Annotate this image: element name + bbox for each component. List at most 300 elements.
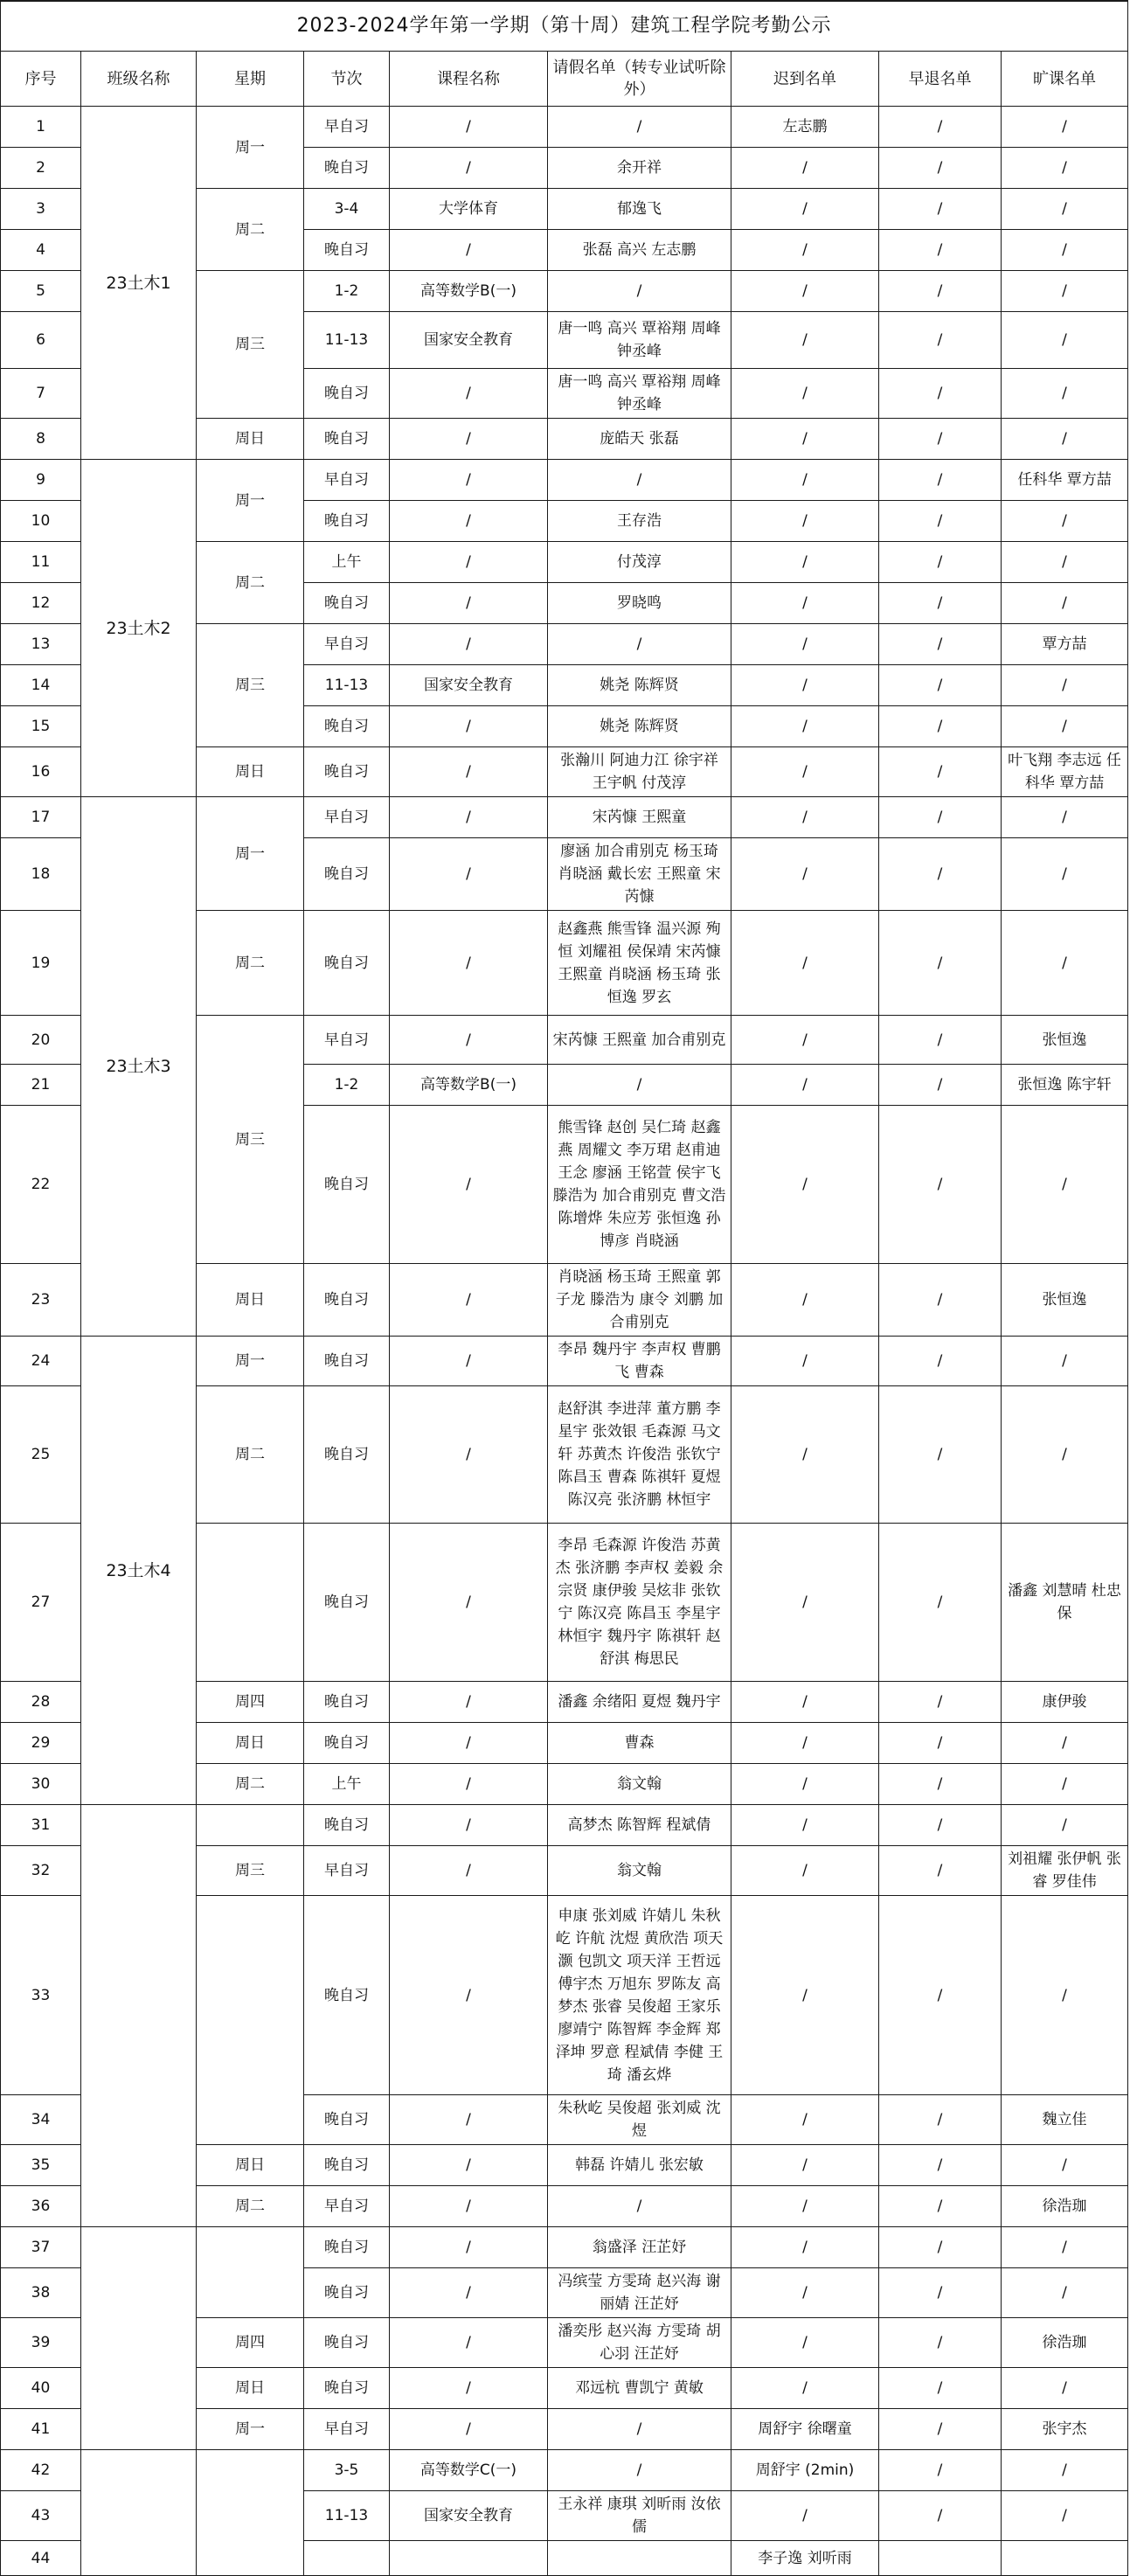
row-number: 25: [1, 1386, 81, 1524]
row-number: 1: [1, 107, 81, 148]
early-leave-list-cell: /: [879, 1016, 1002, 1065]
absent-list-cell: 潘鑫 刘慧晴 杜忠保: [1002, 1524, 1128, 1682]
late-list-cell: /: [731, 312, 879, 369]
weekday-cell: 周二: [197, 1764, 304, 1805]
leave-list-cell: 余开祥: [548, 148, 731, 189]
class-name-cell: 23土木4: [81, 1337, 197, 1805]
late-list-cell: /: [731, 1805, 879, 1846]
table-row: [1, 460, 1128, 501]
early-leave-list-cell: /: [879, 1805, 1002, 1846]
leave-list-cell: 翁文翰: [548, 1764, 731, 1805]
course-cell: /: [390, 460, 548, 501]
weekday-cell: 周日: [197, 747, 304, 797]
absent-list-cell: /: [1002, 2450, 1128, 2491]
weekday-cell: [197, 2450, 304, 2576]
period-cell: 早自习: [304, 624, 390, 665]
course-cell: 高等数学B(一): [390, 271, 548, 312]
period-cell: 晚自习: [304, 2318, 390, 2368]
late-list-cell: /: [731, 1846, 879, 1896]
course-cell: /: [390, 1524, 548, 1682]
course-cell: /: [390, 1337, 548, 1386]
row-number: 6: [1, 312, 81, 369]
weekday-cell: 周三: [197, 1846, 304, 1896]
period-cell: 早自习: [304, 797, 390, 838]
period-cell: 晚自习: [304, 2145, 390, 2186]
late-list-cell: /: [731, 542, 879, 583]
weekday-cell: 周一: [197, 107, 304, 189]
leave-list-cell: /: [548, 107, 731, 148]
absent-list-cell: /: [1002, 2227, 1128, 2268]
row-number: 5: [1, 271, 81, 312]
course-cell: /: [390, 2268, 548, 2318]
early-leave-list-cell: /: [879, 2227, 1002, 2268]
course-cell: /: [390, 2409, 548, 2450]
row-number: 18: [1, 838, 81, 911]
course-cell: /: [390, 107, 548, 148]
early-leave-list-cell: /: [879, 747, 1002, 797]
class-name-cell: [81, 2450, 197, 2576]
absent-list-cell: /: [1002, 107, 1128, 148]
weekday-cell: 周日: [197, 419, 304, 460]
late-list-cell: /: [731, 2095, 879, 2145]
late-list-cell: /: [731, 624, 879, 665]
course-cell: 高等数学C(一): [390, 2450, 548, 2491]
early-leave-list-cell: /: [879, 460, 1002, 501]
row-number: 36: [1, 2186, 81, 2227]
late-list-cell: 李子逸 刘听雨: [731, 2541, 879, 2576]
late-list-cell: /: [731, 1337, 879, 1386]
late-list-cell: /: [731, 911, 879, 1016]
course-cell: /: [390, 747, 548, 797]
period-cell: 晚自习: [304, 1337, 390, 1386]
period-cell: 上午: [304, 542, 390, 583]
leave-list-cell: 肖晓涵 杨玉琦 王熙童 郭子龙 滕浩为 康令 刘鹏 加合甫别克: [548, 1264, 731, 1337]
absent-list-cell: 魏立佳: [1002, 2095, 1128, 2145]
header-class: 班级名称: [81, 52, 197, 107]
class-name-cell: [81, 1805, 197, 2227]
early-leave-list-cell: /: [879, 107, 1002, 148]
absent-list-cell: /: [1002, 2491, 1128, 2541]
leave-list-cell: 郁逸飞: [548, 189, 731, 230]
leave-list-cell: /: [548, 2186, 731, 2227]
absent-list-cell: /: [1002, 1723, 1128, 1764]
late-list-cell: /: [731, 1682, 879, 1723]
absent-list-cell: /: [1002, 1764, 1128, 1805]
period-cell: 3-4: [304, 189, 390, 230]
absent-list-cell: /: [1002, 838, 1128, 911]
late-list-cell: /: [731, 665, 879, 706]
early-leave-list-cell: /: [879, 501, 1002, 542]
early-leave-list-cell: /: [879, 2409, 1002, 2450]
course-cell: /: [390, 501, 548, 542]
row-number: 41: [1, 2409, 81, 2450]
leave-list-cell: 廖涵 加合甫别克 杨玉琦 肖晓涵 戴长宏 王熙童 宋芮慷: [548, 838, 731, 911]
row-number: 21: [1, 1065, 81, 1106]
late-list-cell: /: [731, 1264, 879, 1337]
absent-list-cell: /: [1002, 1896, 1128, 2095]
class-name-cell: 23土木2: [81, 460, 197, 797]
period-cell: 晚自习: [304, 1682, 390, 1723]
leave-list-cell: 宋芮慷 王熙童: [548, 797, 731, 838]
late-list-cell: /: [731, 1764, 879, 1805]
late-list-cell: /: [731, 2145, 879, 2186]
late-list-cell: 周舒宇 (2min): [731, 2450, 879, 2491]
header-course: 课程名称: [390, 52, 548, 107]
late-list-cell: /: [731, 189, 879, 230]
leave-list-cell: 罗晓鸣: [548, 583, 731, 624]
row-number: 42: [1, 2450, 81, 2491]
row-number: 17: [1, 797, 81, 838]
row-number: 20: [1, 1016, 81, 1065]
leave-list-cell: 熊雪锋 赵创 吴仁琦 赵鑫燕 周耀文 李万珺 赵甫迪 王念 廖涵 王铭萱 侯宇飞 滕浩为 加合甫别克 曹文浩 陈增烨 朱应芳 张恒逸 孙博彦 肖晓涵: [548, 1106, 731, 1264]
absent-list-cell: /: [1002, 271, 1128, 312]
early-leave-list-cell: /: [879, 230, 1002, 271]
late-list-cell: /: [731, 583, 879, 624]
absent-list-cell: 任科华 覃方喆: [1002, 460, 1128, 501]
row-number: 28: [1, 1682, 81, 1723]
early-leave-list-cell: /: [879, 2095, 1002, 2145]
early-leave-list-cell: /: [879, 2368, 1002, 2409]
leave-list-cell: 唐一鸣 高兴 覃裕翔 周峰 钟丞峰: [548, 312, 731, 369]
early-leave-list-cell: /: [879, 312, 1002, 369]
absent-list-cell: /: [1002, 419, 1128, 460]
period-cell: 晚自习: [304, 1723, 390, 1764]
leave-list-cell: 赵舒淇 李进萍 董方鹏 李星宇 张效银 毛森源 马文轩 苏黄杰 许俊浩 张钦宁 陈昌玉 曹森 陈祺轩 夏煜 陈汉亮 张济鹏 林恒宇: [548, 1386, 731, 1524]
leave-list-cell: 高梦杰 陈智辉 程斌倩: [548, 1805, 731, 1846]
period-cell: 晚自习: [304, 1106, 390, 1264]
early-leave-list-cell: /: [879, 148, 1002, 189]
leave-list-cell: 张磊 高兴 左志鹏: [548, 230, 731, 271]
course-cell: 国家安全教育: [390, 312, 548, 369]
period-cell: 晚自习: [304, 2227, 390, 2268]
late-list-cell: /: [731, 369, 879, 419]
absent-list-cell: /: [1002, 1386, 1128, 1524]
course-cell: /: [390, 583, 548, 624]
weekday-cell: 周二: [197, 1386, 304, 1524]
leave-list-cell: 李昂 魏丹宇 李声权 曹鹏飞 曹森: [548, 1337, 731, 1386]
early-leave-list-cell: /: [879, 706, 1002, 747]
leave-list-cell: 王永祥 康琪 刘昕雨 汝依儒: [548, 2491, 731, 2541]
early-leave-list-cell: /: [879, 665, 1002, 706]
leave-list-cell: /: [548, 1065, 731, 1106]
period-cell: 1-2: [304, 271, 390, 312]
weekday-cell: [197, 1524, 304, 1682]
late-list-cell: /: [731, 2368, 879, 2409]
period-cell: 晚自习: [304, 148, 390, 189]
early-leave-list-cell: /: [879, 624, 1002, 665]
absent-list-cell: 康伊骏: [1002, 1682, 1128, 1723]
row-number: 35: [1, 2145, 81, 2186]
period-cell: 晚自习: [304, 2368, 390, 2409]
absent-list-cell: /: [1002, 706, 1128, 747]
row-number: 7: [1, 369, 81, 419]
absent-list-cell: 张恒逸: [1002, 1016, 1128, 1065]
period-cell: 晚自习: [304, 230, 390, 271]
leave-list-cell: 赵鑫燕 熊雪锋 温兴源 殉恒 刘耀祖 侯保靖 宋芮慷 王熙童 肖晓涵 杨玉琦 张恒逸 罗玄: [548, 911, 731, 1016]
absent-list-cell: /: [1002, 369, 1128, 419]
period-cell: 早自习: [304, 2186, 390, 2227]
class-name-cell: [81, 2227, 197, 2450]
course-cell: /: [390, 911, 548, 1016]
late-list-cell: /: [731, 2268, 879, 2318]
absent-list-cell: /: [1002, 2145, 1128, 2186]
course-cell: 国家安全教育: [390, 665, 548, 706]
late-list-cell: /: [731, 271, 879, 312]
course-cell: /: [390, 369, 548, 419]
header-period: 节次: [304, 52, 390, 107]
early-leave-list-cell: /: [879, 1264, 1002, 1337]
course-cell: /: [390, 706, 548, 747]
late-list-cell: /: [731, 460, 879, 501]
absent-list-cell: 刘祖耀 张伊帆 张睿 罗佳伟: [1002, 1846, 1128, 1896]
period-cell: 早自习: [304, 1016, 390, 1065]
late-list-cell: 周舒宇 徐曙童: [731, 2409, 879, 2450]
period-cell: 早自习: [304, 2409, 390, 2450]
leave-list-cell: 付茂淳: [548, 542, 731, 583]
period-cell: 早自习: [304, 1846, 390, 1896]
leave-list-cell: 庞皓天 张磊: [548, 419, 731, 460]
early-leave-list-cell: /: [879, 369, 1002, 419]
weekday-cell: 周二: [197, 911, 304, 1016]
row-number: 16: [1, 747, 81, 797]
period-cell: 晚自习: [304, 1264, 390, 1337]
absent-list-cell: /: [1002, 312, 1128, 369]
row-number: 24: [1, 1337, 81, 1386]
weekday-cell: 周三: [197, 624, 304, 747]
header-absent-list: 旷课名单: [1002, 52, 1128, 107]
course-cell: 大学体育: [390, 189, 548, 230]
period-cell: 1-2: [304, 1065, 390, 1106]
late-list-cell: /: [731, 230, 879, 271]
late-list-cell: /: [731, 1524, 879, 1682]
period-cell: 晚自习: [304, 747, 390, 797]
row-number: 27: [1, 1524, 81, 1682]
course-cell: /: [390, 2095, 548, 2145]
class-name-cell: 23土木1: [81, 107, 197, 460]
absent-list-cell: /: [1002, 797, 1128, 838]
late-list-cell: /: [731, 2186, 879, 2227]
absent-list-cell: /: [1002, 1106, 1128, 1264]
absent-list-cell: 徐浩珈: [1002, 2186, 1128, 2227]
course-cell: /: [390, 1106, 548, 1264]
course-cell: /: [390, 1264, 548, 1337]
late-list-cell: /: [731, 419, 879, 460]
leave-list-cell: /: [548, 460, 731, 501]
late-list-cell: /: [731, 1723, 879, 1764]
row-number: 43: [1, 2491, 81, 2541]
late-list-cell: /: [731, 706, 879, 747]
weekday-cell: 周二: [197, 2186, 304, 2227]
leave-list-cell: 潘奕彤 赵兴海 方雯琦 胡心羽 汪芷妤: [548, 2318, 731, 2368]
early-leave-list-cell: /: [879, 1723, 1002, 1764]
late-list-cell: /: [731, 2318, 879, 2368]
early-leave-list-cell: /: [879, 838, 1002, 911]
row-number: 44: [1, 2541, 81, 2576]
absent-list-cell: 张宇杰: [1002, 2409, 1128, 2450]
course-cell: /: [390, 419, 548, 460]
absent-list-cell: /: [1002, 501, 1128, 542]
absent-list-cell: /: [1002, 148, 1128, 189]
leave-list-cell: 宋芮慷 王熙童 加合甫别克: [548, 1016, 731, 1065]
row-number: 14: [1, 665, 81, 706]
course-cell: /: [390, 1896, 548, 2095]
weekday-cell: [197, 1805, 304, 1846]
weekday-cell: 周日: [197, 1723, 304, 1764]
leave-list-cell: 韩磊 许婧儿 张宏敏: [548, 2145, 731, 2186]
row-number: 15: [1, 706, 81, 747]
course-cell: /: [390, 1386, 548, 1524]
leave-list-cell: 唐一鸣 高兴 覃裕翔 周峰 钟丞峰: [548, 369, 731, 419]
leave-list-cell: 冯缤莹 方雯琦 赵兴海 谢丽婧 汪芷妤: [548, 2268, 731, 2318]
page-title: 2023-2024学年第一学期（第十周）建筑工程学院考勤公示: [1, 1, 1128, 52]
absent-list-cell: 张恒逸 陈宇轩: [1002, 1065, 1128, 1106]
row-number: 23: [1, 1264, 81, 1337]
period-cell: 晚自习: [304, 1524, 390, 1682]
weekday-cell: [197, 2227, 304, 2318]
course-cell: /: [390, 1846, 548, 1896]
row-number: 2: [1, 148, 81, 189]
row-number: 19: [1, 911, 81, 1016]
row-number: 12: [1, 583, 81, 624]
row-number: 40: [1, 2368, 81, 2409]
absent-list-cell: /: [1002, 1805, 1128, 1846]
row-number: 8: [1, 419, 81, 460]
period-cell: 早自习: [304, 460, 390, 501]
late-list-cell: /: [731, 2227, 879, 2268]
leave-list-cell: 朱秋屹 吴俊超 张刘威 沈煜: [548, 2095, 731, 2145]
row-number: 29: [1, 1723, 81, 1764]
early-leave-list-cell: /: [879, 2491, 1002, 2541]
course-cell: /: [390, 1764, 548, 1805]
weekday-cell: 周日: [197, 1264, 304, 1337]
late-list-cell: /: [731, 2491, 879, 2541]
period-cell: 晚自习: [304, 501, 390, 542]
early-leave-list-cell: /: [879, 1764, 1002, 1805]
header-early-leave-list: 早退名单: [879, 52, 1002, 107]
period-cell: 晚自习: [304, 838, 390, 911]
late-list-cell: /: [731, 501, 879, 542]
course-cell: /: [390, 2227, 548, 2268]
table-row: [1, 2450, 1128, 2491]
early-leave-list-cell: /: [879, 1386, 1002, 1524]
period-cell: 晚自习: [304, 419, 390, 460]
leave-list-cell: 王存浩: [548, 501, 731, 542]
absent-list-cell: /: [1002, 665, 1128, 706]
header-leave-list: 请假名单（转专业试听除外）: [548, 52, 731, 107]
weekday-cell: 周三: [197, 271, 304, 419]
course-cell: /: [390, 2318, 548, 2368]
period-cell: 晚自习: [304, 1386, 390, 1524]
course-cell: /: [390, 2368, 548, 2409]
early-leave-list-cell: /: [879, 2186, 1002, 2227]
early-leave-list-cell: /: [879, 1065, 1002, 1106]
late-list-cell: /: [731, 1896, 879, 2095]
weekday-cell: 周三: [197, 1016, 304, 1264]
row-number: 30: [1, 1764, 81, 1805]
period-cell: 晚自习: [304, 2268, 390, 2318]
early-leave-list-cell: /: [879, 1337, 1002, 1386]
course-cell: 高等数学B(一): [390, 1065, 548, 1106]
row-number: 4: [1, 230, 81, 271]
course-cell: /: [390, 230, 548, 271]
weekday-cell: [197, 1896, 304, 2145]
weekday-cell: 周一: [197, 460, 304, 542]
late-list-cell: /: [731, 1386, 879, 1524]
table-row: [1, 1805, 1128, 1846]
course-cell: /: [390, 2186, 548, 2227]
course-cell: /: [390, 797, 548, 838]
header-no: 序号: [1, 52, 81, 107]
early-leave-list-cell: /: [879, 189, 1002, 230]
period-cell: 早自习: [304, 107, 390, 148]
early-leave-list-cell: /: [879, 2268, 1002, 2318]
row-number: 3: [1, 189, 81, 230]
row-number: 32: [1, 1846, 81, 1896]
weekday-cell: 周四: [197, 1682, 304, 1723]
late-list-cell: /: [731, 797, 879, 838]
absent-list-cell: 张恒逸: [1002, 1264, 1128, 1337]
course-cell: /: [390, 148, 548, 189]
early-leave-list-cell: /: [879, 1896, 1002, 2095]
late-list-cell: /: [731, 1016, 879, 1065]
absent-list-cell: /: [1002, 2268, 1128, 2318]
leave-list-cell: 曹森: [548, 1723, 731, 1764]
leave-list-cell: 李昂 毛森源 许俊浩 苏黄杰 张济鹏 李声权 姜毅 余宗贤 康伊骏 吴炫非 张钦宁 陈汉亮 陈昌玉 李星宇 林恒宇 魏丹宇 陈祺轩 赵舒淇 梅思民: [548, 1524, 731, 1682]
early-leave-list-cell: /: [879, 1524, 1002, 1682]
late-list-cell: /: [731, 838, 879, 911]
leave-list-cell: 姚尧 陈辉贤: [548, 706, 731, 747]
period-cell: 晚自习: [304, 1896, 390, 2095]
course-cell: /: [390, 2145, 548, 2186]
leave-list-cell: /: [548, 624, 731, 665]
early-leave-list-cell: /: [879, 2450, 1002, 2491]
table-row: [1, 797, 1128, 838]
weekday-cell: 周二: [197, 542, 304, 624]
row-number: 38: [1, 2268, 81, 2318]
absent-list-cell: 覃方喆: [1002, 624, 1128, 665]
period-cell: 11-13: [304, 2491, 390, 2541]
table-row: [1, 1337, 1128, 1386]
row-number: 34: [1, 2095, 81, 2145]
weekday-cell: 周日: [197, 2368, 304, 2409]
period-cell: 晚自习: [304, 1805, 390, 1846]
absent-list-cell: 叶飞翔 李志远 任科华 覃方喆: [1002, 747, 1128, 797]
row-number: 9: [1, 460, 81, 501]
period-cell: 11-13: [304, 665, 390, 706]
period-cell: 晚自习: [304, 706, 390, 747]
period-cell: 晚自习: [304, 2095, 390, 2145]
absent-list-cell: /: [1002, 189, 1128, 230]
header-late-list: 迟到名单: [731, 52, 879, 107]
title-row: [1, 1, 1128, 52]
row-number: 33: [1, 1896, 81, 2095]
row-number: 11: [1, 542, 81, 583]
early-leave-list-cell: /: [879, 419, 1002, 460]
absent-list-cell: /: [1002, 2368, 1128, 2409]
leave-list-cell: /: [548, 2409, 731, 2450]
leave-list-cell: 翁盛泽 汪芷妤: [548, 2227, 731, 2268]
early-leave-list-cell: /: [879, 271, 1002, 312]
weekday-cell: 周一: [197, 797, 304, 911]
absent-list-cell: /: [1002, 1337, 1128, 1386]
header-row: [1, 52, 1128, 107]
weekday-cell: 周一: [197, 2409, 304, 2450]
table-row: [1, 107, 1128, 148]
leave-list-cell: 翁文翰: [548, 1846, 731, 1896]
absent-list-cell: 徐浩珈: [1002, 2318, 1128, 2368]
absent-list-cell: /: [1002, 230, 1128, 271]
early-leave-list-cell: /: [879, 2318, 1002, 2368]
